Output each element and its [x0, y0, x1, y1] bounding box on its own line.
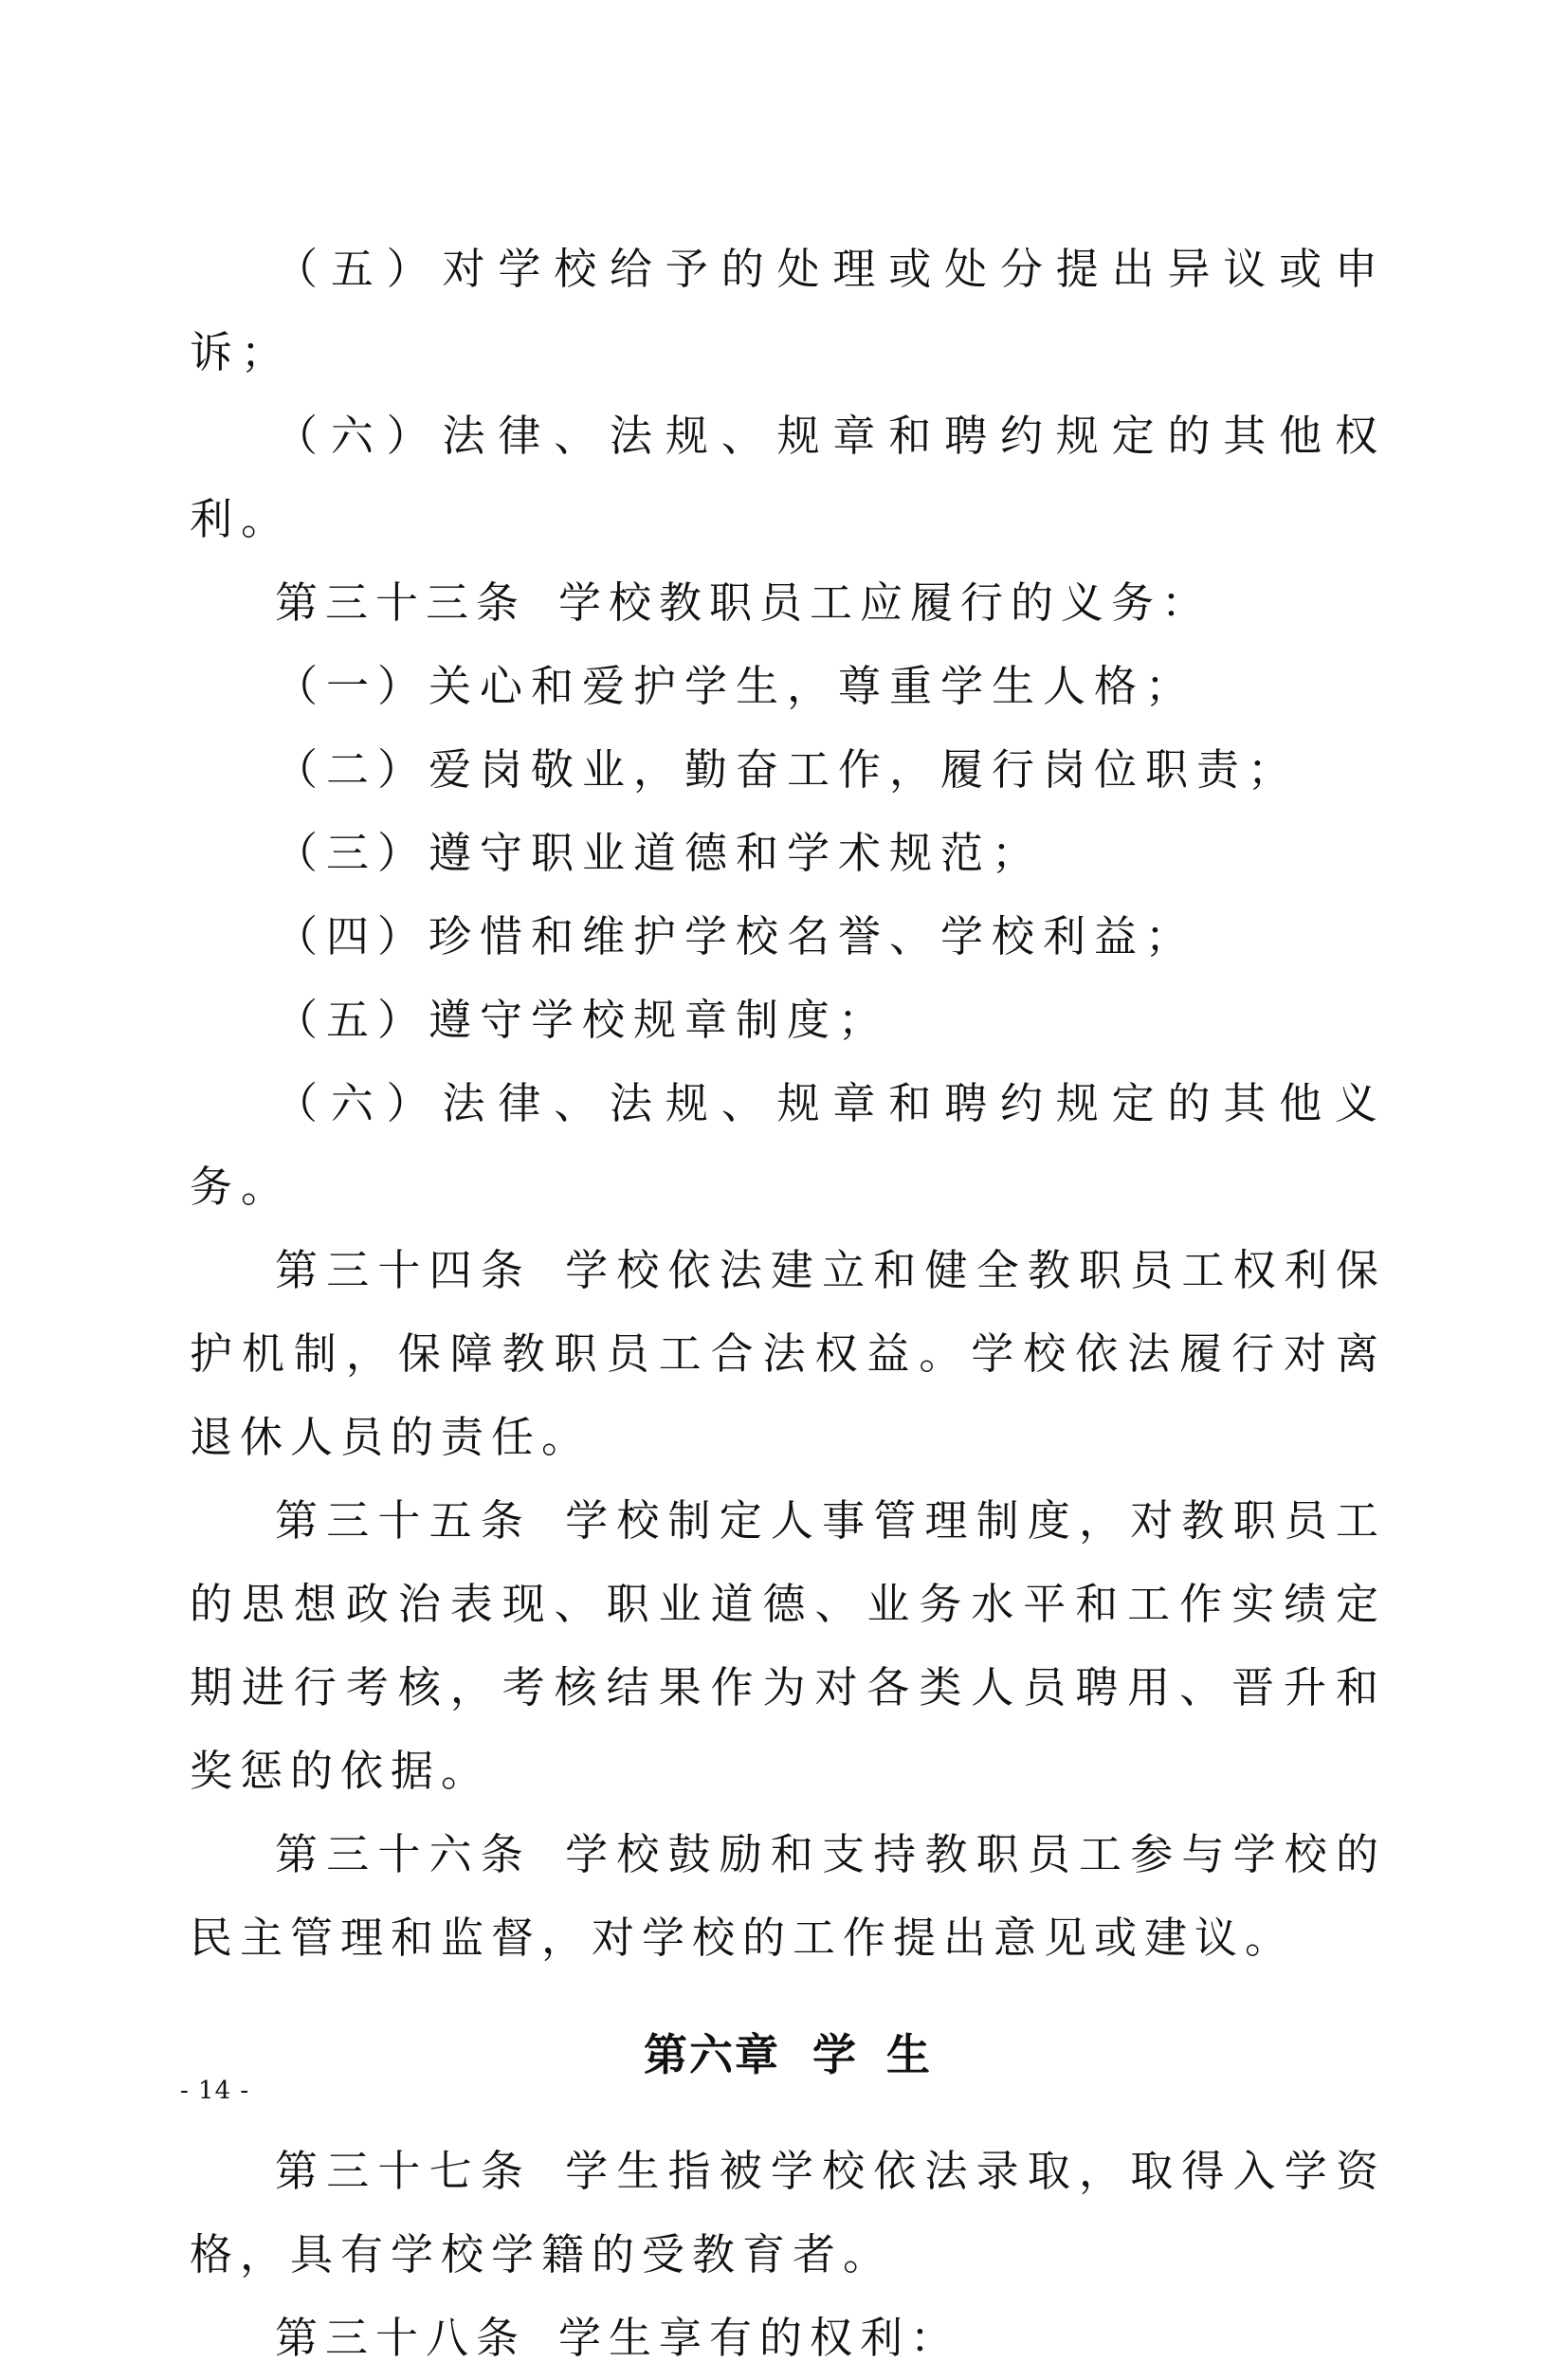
list-item: （五）对学校给予的处理或处分提出异议或申诉； [190, 244, 1386, 377]
article-paragraph [190, 1813, 1386, 1980]
article-number: 第三十四条 [275, 1245, 532, 1295]
chapter-title-char-2: 生 [886, 2029, 932, 2080]
article-number: 第三十三条 [275, 577, 527, 628]
article-paragraph [190, 2297, 1386, 2380]
chapter-title-char-1: 学 [812, 2029, 858, 2080]
article-paragraph [190, 561, 1386, 645]
article-number: 第三十五条 [275, 1495, 532, 1546]
chapter-heading [190, 2012, 1386, 2097]
article-number: 第三十七条 [275, 2146, 532, 2196]
article-text: 学生享有的权利： [558, 2313, 961, 2363]
list-item: （一）关心和爱护学生，尊重学生人格； [275, 661, 1197, 711]
article-paragraph [190, 1229, 1386, 1479]
list-item: （六）法律、法规、规章和聘约规定的其他义务。 [190, 1078, 1386, 1212]
list-item: （六）法律、法规、规章和聘约规定的其他权利。 [190, 411, 1386, 544]
article-text: 学生指被学校依法录取，取得入学资格，具有学校学籍的受教育者。 [190, 2146, 1386, 2279]
article-text: 学校依法建立和健全教职员工权利保护机制，保障教职员工合法权益。学校依法履行对离退休人员的责任。 [190, 1245, 1386, 1462]
document-body [190, 228, 1386, 2380]
article-number: 第三十八条 [275, 2313, 527, 2363]
article-paragraph [190, 2130, 1386, 2297]
list-item: （三）遵守职业道德和学术规范； [275, 828, 1044, 878]
chapter-number: 第六章 [644, 2029, 780, 2080]
page-number: - 14 - [180, 2077, 250, 2105]
list-item: （四）珍惜和维护学校名誉、学校利益； [275, 911, 1197, 961]
list-item: （五）遵守学校规章制度； [275, 995, 890, 1045]
article-paragraph [190, 1479, 1386, 1813]
article-text: 学校制定人事管理制度，对教职员工的思想政治表现、职业道德、业务水平和工作实绩定期进行考核，考核结果作为对各类人员聘用、晋升和奖惩的依据。 [190, 1495, 1386, 1796]
article-text: 学校教职员工应履行的义务： [558, 577, 1212, 628]
article-text: 学校鼓励和支持教职员工参与学校的民主管理和监督，对学校的工作提出意见或建议。 [190, 1829, 1386, 1963]
article-number: 第三十六条 [275, 1829, 532, 1879]
list-item: （二）爱岗敬业，勤奋工作，履行岗位职责； [275, 744, 1300, 795]
